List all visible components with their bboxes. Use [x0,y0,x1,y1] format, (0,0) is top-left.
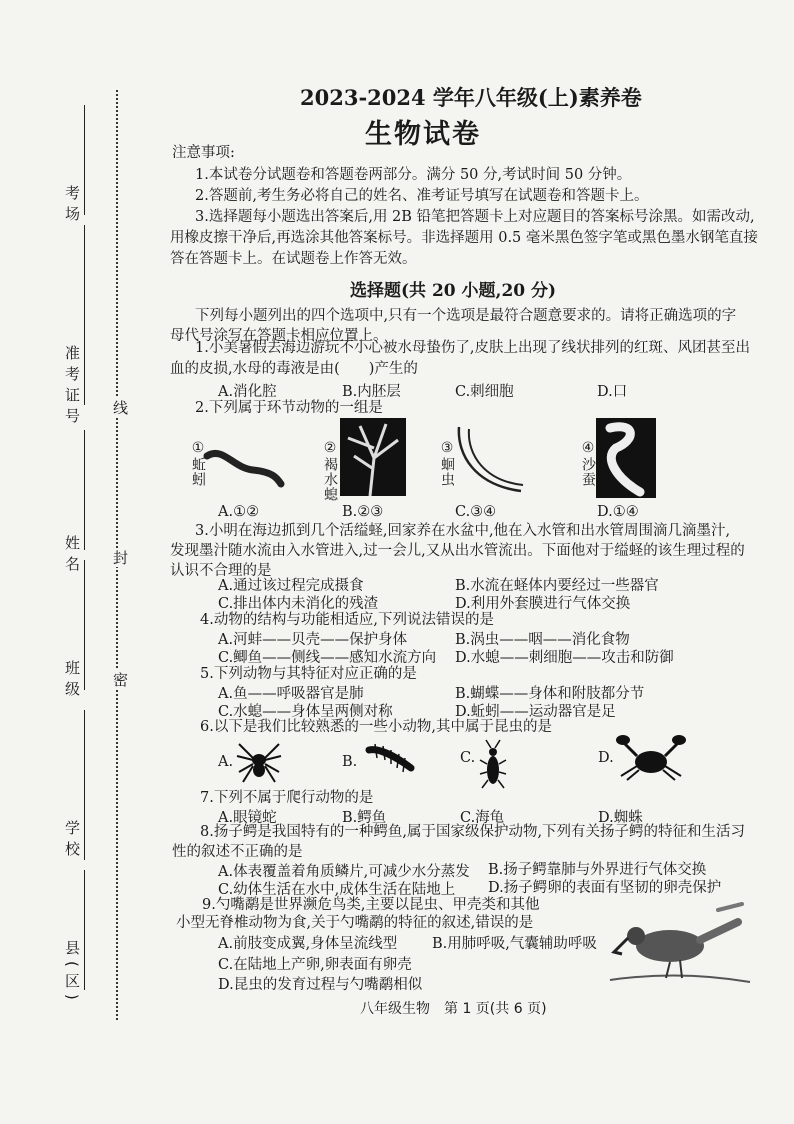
q8-stem-a: 8.扬子鳄是我国特有的一种鳄鱼,属于国家级保护动物,下列有关扬子鳄的特征和生活习 [200,824,746,840]
q4-option-b: B.涡虫——咽——消化食物 [455,632,630,648]
beetle-image [478,740,508,790]
q6-option-b: B. [342,754,358,770]
q1-option-d: D.口 [597,384,628,400]
q3-stem-b: 发现墨汁随水流由入水管进入,过一会儿,又从出水管流出。下面他对于缢蛏的该生理过程的 [170,543,745,559]
q4-option-d: D.水螅——刺细胞——攻击和防御 [455,650,674,666]
q5-option-b: B.蝴蝶——身体和附肢都分节 [455,686,645,702]
page-footer: 八年级生物 第 1 页(共 6 页) [360,1001,547,1017]
name-label: 姓名 [63,535,81,577]
q6-stem: 6.以下是我们比较熟悉的一些小动物,其中属于昆虫的是 [200,719,552,735]
seal-feng-char: 封 [111,550,129,565]
q3-option-a: A.通过该过程完成摄食 [218,578,364,594]
school-label: 学校 [63,820,81,862]
ticket-number-label: 准考证号 [63,345,81,429]
q5-option-a: A.鱼——呼吸器官是肺 [218,686,364,702]
name-line [84,430,85,550]
q9-option-d: D.昆虫的发育过程与勺嘴鹬相似 [218,977,423,993]
q8-option-c: C.幼体生活在水中,成体生活在陆地上 [218,882,456,898]
q7-option-a: A.眼镜蛇 [218,810,277,826]
note-2: 2.答题前,考生务必将自己的姓名、准考证号填写在试题卷和答题卡上。 [195,188,649,204]
q7-option-d: D.蜘蛛 [598,810,643,826]
q3-option-c: C.排出体内未消化的残渣 [218,596,379,612]
q1-stem-a: 1.小美暑假去海边游玩不小心被水母蛰伤了,皮肤上出现了线状排列的红斑、风团甚至出 [195,340,750,356]
county-line [84,870,85,990]
q3-option-b: B.水流在蛏体内要经过一些器官 [455,578,659,594]
q7-option-b: B.鳄鱼 [342,810,387,826]
section-instruction-a: 下列每小题列出的四个选项中,只有一个选项是最符合题意要求的。请将正确选项的字 [195,308,737,324]
q2-option-d: D.①④ [597,504,639,520]
section-title: 选择题(共 20 小题,20 分) [350,281,557,301]
q2-img1-label: ①蚯蚓 [190,440,206,487]
q2-option-b: B.②③ [342,504,384,520]
q6-option-d: D. [598,750,614,766]
note-3b: 用橡皮擦干净后,再选涂其他答案标号。非选择题用 0.5 毫米黑色签字笔或黑色墨水钢笔直接 [170,230,758,246]
q9-stem-a: 9.勺嘴鹬是世界濒危鸟类,主要以昆虫、甲壳类和其他 [202,897,540,913]
q4-option-c: C.鲫鱼——侧线——感知水流方向 [218,650,437,666]
q5-option-c: C.水螅——身体呈两侧对称 [218,704,393,720]
notes-heading: 注意事项: [172,145,235,161]
roundworm-image [455,425,525,497]
subject-title: 生物试卷 [365,119,481,150]
q2-img3-label: ③蛔虫 [439,440,455,487]
q1-option-b: B.内胚层 [342,384,401,400]
q9-option-b: B.用肺呼吸,气囊辅助呼吸 [432,936,597,952]
seal-line-char: 线 [111,400,129,415]
q6-option-a: A. [218,754,234,770]
q9-stem-b: 小型无脊椎动物为食,关于勺嘴鹬的特征的叙述,错误的是 [176,915,534,931]
q4-stem: 4.动物的结构与功能相适应,下列说法错误的是 [200,612,494,628]
spoon-billed-sandpiper-image [610,900,750,990]
q5-option-d: D.蚯蚓——运动器官是足 [455,704,616,720]
clamworm-image [596,418,656,498]
crab-image [615,732,687,782]
section-instruction-b: 母代号涂写在答题卡相应位置上。 [170,328,388,344]
q3-stem-a: 3.小明在海边抓到几个活缢蛏,回家养在水盆中,他在入水管和出水管周围滴几滴墨汁, [195,523,731,539]
q2-stem: 2.下列属于环节动物的一组是 [195,400,383,416]
q8-stem-b: 性的叙述不正确的是 [172,844,303,860]
school-line [84,710,85,860]
q7-option-c: C.海龟 [460,810,505,826]
q1-option-a: A.消化腔 [218,384,277,400]
q9-option-c: C.在陆地上产卵,卵表面有卵壳 [218,957,412,973]
q3-stem-c: 认识不合理的是 [170,563,272,579]
q1-stem-b: 血的皮损,水母的毒液是由( )产生的 [170,361,418,377]
q2-img2-label: ②褐水螅 [322,440,338,502]
q4-option-a: A.河蚌——贝壳——保护身体 [218,632,408,648]
q2-option-c: C.③④ [455,504,497,520]
q8-option-a: A.体表覆盖着角质鳞片,可减少水分蒸发 [218,864,470,880]
earthworm-image [203,440,283,490]
q7-stem: 7.下列不属于爬行动物的是 [200,790,374,806]
q8-option-b: B.扬子鳄靠肺与外界进行气体交换 [488,862,707,878]
class-line [84,560,85,690]
exam-room-label: 考场 [63,185,81,227]
q2-option-a: A.①② [218,504,260,520]
spider-image [235,738,283,786]
q2-img4-label: ④沙蚕 [580,440,596,487]
note-3c: 答在答题卡上。在试题卷上作答无效。 [170,251,417,267]
centipede-image [365,742,415,776]
q3-option-d: D.利用外套膜进行气体交换 [455,596,631,612]
ticket-number-line [84,225,85,405]
note-3a: 3.选择题每小题选出答案后,用 2B 铅笔把答题卡上对应题目的答案标号涂黑。如需改动, [195,209,755,225]
exam-title: 2023-2024 学年八年级(上)素养卷 [300,85,642,110]
seal-mi-char: 密 [111,672,129,687]
q1-option-c: C.刺细胞 [455,384,514,400]
county-label: 县(区) [63,940,81,1006]
q6-option-c: C. [460,750,476,766]
exam-room-line [84,105,85,215]
hydra-image [340,418,406,496]
q8-option-d: D.扬子鳄卵的表面有坚韧的卵壳保护 [488,880,722,896]
q5-stem: 5.下列动物与其特征对应正确的是 [200,666,417,682]
q9-option-a: A.前肢变成翼,身体呈流线型 [218,936,398,952]
class-label: 班级 [63,660,81,702]
note-1: 1.本试卷分试题卷和答题卷两部分。满分 50 分,考试时间 50 分钟。 [195,167,632,183]
